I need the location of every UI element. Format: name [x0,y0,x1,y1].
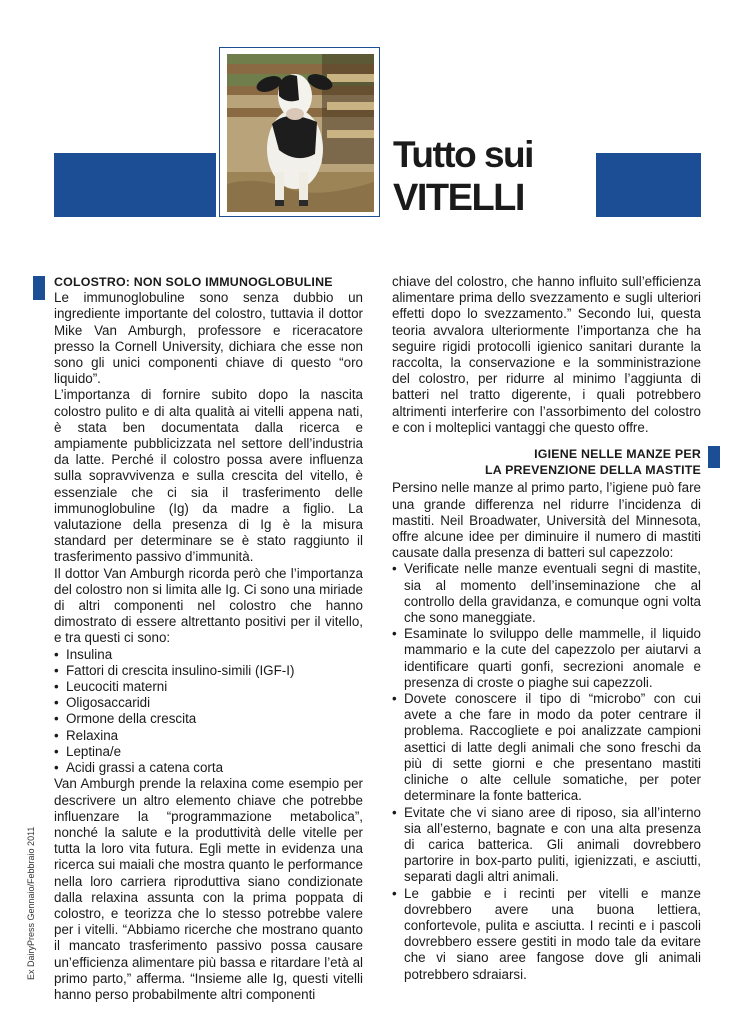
left-column [54,274,363,1003]
list-item: • Fattori di crescita insulino-simili (IGF-I) [54,663,363,679]
list-item: • Verificate nelle manze eventuali segni di mastite, sia al momento dell’inseminazione che al controllo della gravidanza, e comunque ogni volta che sono maneggiate. [392,561,701,626]
title-line-2: VITELLI [393,177,524,219]
list-item: • Leptina/e [54,744,363,760]
list-item: • Relaxina [54,728,363,744]
paragraph: Il dottor Van Amburgh ricorda però che l’importanza del colostro non si limita alle Ig. Ci sono una miriade di altri componenti nel colostro che hanno dimostrato di essere altrettanto positivi per il vitello, e tra questi ci sono: [54,565,363,646]
section-heading-igiene-line2: LA PREVENZIONE DELLA MASTITE [484,463,701,478]
decorative-blue-block-right [596,153,701,217]
section-marker-colostro [33,276,45,300]
calf-illustration [227,54,374,212]
list-item: • Oligosaccaridi [54,695,363,711]
calf-photo [227,54,374,212]
paragraph: chiave del colostro, che hanno influito sull’efficienza alimentare prima dello svezzamento e sugli ulteriori effetti dopo lo svezzamento.” Secondo lui, questa teoria avvalora ulteriormente l’importanza che ha seguire rigidi protocolli igienico sanitari durante la raccolta, la conservazione e la somministrazione del colostro, per ridurre al minimo l’aggiunta di batteri nel tratto digerente, i quali potrebbero altrimenti interferire con l’assorbimento del colostro e con i molteplici vantaggi che questo offre. [392,274,701,435]
list-item: • Esaminate lo sviluppo delle mammelle, il liquido mammario e la cute del capezzolo per aiutarvi a identificare quarti gonfi, secrezioni anomale e presenza di croste o piaghe sui capezzoli. [392,626,701,691]
photo-frame [219,47,380,217]
list-item: • Evitate che vi siano aree di riposo, sia all’interno sia all’esterno, bagnate e con una alta presenza di carica batterica. Gli animali dovrebbero partorire in box-parto puliti, igienizzati, e asciutti, separati dagli altri animali. [392,805,701,886]
section-heading-igiene [392,446,701,478]
igiene-tips-list [392,561,701,982]
list-item: • Leucociti materni [54,679,363,695]
article-title [393,134,593,220]
paragraph: Persino nelle manze al primo parto, l’igiene può fare una grande differenza nel ridurre l’incidenza di mastiti. Neil Broadwater, Università del Minnesota, offre alcune idee per diminuire il numero di mastiti causate dalla presenza di batteri sul capezzolo: [392,480,701,561]
publication-footer: Ex DairyPress Gennaio/Febbraio 2011 [26,826,36,980]
right-column [392,274,701,983]
paragraph: Le immunoglobuline sono senza dubbio un ingrediente importante del colostro, tuttavia il dottor Mike Van Amburgh, professore e riceracatore presso la Cornell University, dichiara che esse non sono gli unici componenti chiave di questo “oro liquido”. [54,290,363,387]
section-marker-igiene [708,446,720,468]
list-item: • Insulina [54,647,363,663]
paragraph: L’importanza di fornire subito dopo la nascita colostro pulito e di alta qualità ai vitelli appena nati, è stata ben documentata dalla ricerca e ampiamente pubblicizzata nel settore dell’industria da latte. Perché il colostro possa avere influenza sulla sopravvivenza e sulla crescita del vitello, è essenziale che ci sia il trasferimento delle immunoglobuline (Ig) da madre a figlio. La valutazione della presenza di Ig è la misura standard per determinare se è stato raggiunto il trasferimento passivo d’immunità. [54,387,363,565]
list-item: • Ormone della crescita [54,711,363,727]
list-item: • Dovete conoscere il tipo di “microbo” con cui avete a che fare in modo da poter centrare il problema. Raccogliete e poi analizzate campioni asettici di latte degli animali che sono freschi da più di sette giorni e che presentano mastiti cliniche o alte cellule somatiche, per poter determinare la fonte batterica. [392,691,701,804]
section-heading-igiene-line1: IGIENE NELLE MANZE PER [534,447,701,462]
colostro-components-list [54,647,363,777]
decorative-blue-block-left [54,153,216,217]
list-item: • Le gabbie e i recinti per vitelli e manze dovrebbero avere una buona lettiera, confortevole, pulita e asciutta. I recinti e i pascoli dovrebbero essere gestiti in modo tale da evitare che vi siano aree fangose dove gli animali potrebbero sdraiarsi. [392,886,701,983]
list-item: • Acidi grassi a catena corta [54,760,363,776]
section-heading-colostro: COLOSTRO: NON SOLO IMMUNOGLOBULINE [54,275,333,289]
paragraph: Van Amburgh prende la relaxina come esempio per descrivere un altro elemento chiave che potrebbe influenzare la “programmazione metabolica”, nonché la salute e la produttività delle vitelle per tutta la loro vita futura. Egli mette in evidenza una ricerca sui maiali che mostra quanto le performance nella loro carriera riproduttiva siano condizionate dalla relaxina assunta con la prima poppata di colostro, e teorizza che lo stesso potrebbe valere per i vitelli. “Abbiamo ricerche che mostrano quanto il mancato trasferimento passivo possa causare un’efficienza alimentare più bassa e ritardare l’età al primo parto,” afferma. “Insieme alle Ig, questi vitelli hanno perso probabilmente altri componenti [54,776,363,1002]
title-line-1: Tutto sui [393,134,533,175]
